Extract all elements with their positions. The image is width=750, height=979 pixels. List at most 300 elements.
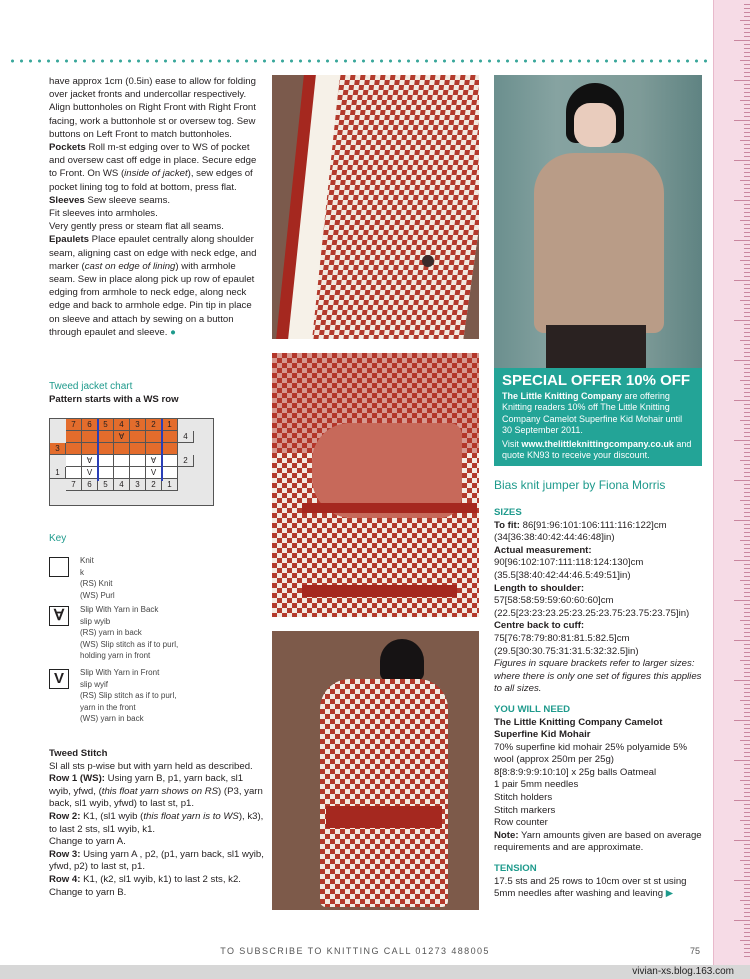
ruler-tick [744, 388, 750, 389]
ruler-tick [744, 96, 750, 97]
ruler-tick [744, 916, 750, 917]
ruler-tick [744, 36, 750, 37]
ruler-tick [744, 712, 750, 713]
ruler-tick [744, 52, 750, 53]
chart-col-label: 4 [114, 419, 130, 431]
ruler-tick [744, 412, 750, 413]
ruler-tick [744, 824, 750, 825]
end-bullet-icon: ● [170, 326, 176, 338]
ruler-tick [744, 708, 750, 709]
ruler-tick [744, 228, 750, 229]
ruler-tick [744, 208, 750, 209]
ruler-tick [744, 76, 750, 77]
ruler-tick [744, 808, 750, 809]
ruler-tick [744, 732, 750, 733]
chart-row-label: 4 [178, 431, 194, 443]
ruler-tick [744, 592, 750, 593]
ruler-tick [744, 816, 750, 817]
ruler-tick [744, 332, 750, 333]
chart-col-label: 5 [98, 479, 114, 491]
ruler-tick [744, 104, 750, 105]
slip-wyib-icon: ∀ [49, 606, 69, 626]
ruler-tick [744, 436, 750, 437]
ruler-tick [734, 80, 750, 81]
ruler-tick [744, 676, 750, 677]
ruler-tick [744, 292, 750, 293]
ruler-tick [744, 776, 750, 777]
ruler-tick [744, 484, 750, 485]
ruler-tick [744, 736, 750, 737]
ruler-tick [734, 600, 750, 601]
ruler-tick [744, 12, 750, 13]
chart-stitch [114, 467, 130, 479]
ruler-tick [734, 880, 750, 881]
ruler-tick [744, 612, 750, 613]
ruler-tick [740, 820, 750, 821]
ruler-tick [744, 888, 750, 889]
ruler-tick [744, 552, 750, 553]
continue-arrow-icon: ▶ [665, 888, 674, 900]
knit-symbol-icon [49, 557, 69, 577]
ruler-tick [744, 588, 750, 589]
chart-col-label: 3 [130, 479, 146, 491]
photo-collar-detail [272, 75, 479, 339]
ruler-tick [744, 476, 750, 477]
ruler-tick [744, 324, 750, 325]
chart-stitch [162, 467, 178, 479]
photo-pocket-detail [272, 353, 479, 617]
key-heading: Key [49, 533, 67, 544]
ruler-tick [744, 252, 750, 253]
chart-stitch [146, 443, 162, 455]
chart-stitch [82, 443, 98, 455]
chart-stitch [114, 443, 130, 455]
ruler-tick [744, 772, 750, 773]
ruler-tick [740, 780, 750, 781]
ruler-tick [734, 760, 750, 761]
ruler-tick [744, 456, 750, 457]
ruler-tick [734, 200, 750, 201]
ruler-tick [744, 404, 750, 405]
ruler-tick [744, 636, 750, 637]
chart-row-label: 2 [178, 455, 194, 467]
ruler-tick [744, 628, 750, 629]
ruler-tick [744, 428, 750, 429]
ruler-tick [740, 340, 750, 341]
ruler-tick [744, 44, 750, 45]
ruler-tick [744, 392, 750, 393]
tweed-stitch: Tweed Stitch Sl all sts p-wise but with yarn held as described. Row 1 (WS): Using yarn B, p1, yarn back, sl1 wyib, yfwd, (this float yarn shows on RS) (P3, yarn back, sl1 wyib, yfwd) to last st, p1. Row 2: K1, (sl1 wyib (this float yarn is to WS), k3), to last 2 sts, sl1 wyib, k1. Change to yarn A. Row 3: Using yarn A , p2, (p1, yarn back, sl1 wyib, yfwd, p2) to last st, p1. Row 4: K1, (k2, sl1 wyib, k1) to last 2 sts, k2. Change to yarn B. [49, 748, 264, 898]
ruler-tick [744, 904, 750, 905]
tweed-heading: Tweed Stitch [49, 748, 108, 759]
ruler-tick [744, 788, 750, 789]
ruler-tick [744, 568, 750, 569]
ruler-tick [744, 512, 750, 513]
ruler-tick [734, 640, 750, 641]
ruler-tick [744, 188, 750, 189]
chart-repeat-line [97, 419, 99, 481]
ruler-tick [734, 800, 750, 801]
special-offer-box: SPECIAL OFFER 10% OFF The Little Knitting Company are offering Knitting readers 10% off The Little Knitting Company Camelot Superfine Kid Mohair until 30 September 2011. Visit www.thelittleknittingcompany.co.uk and quote KN93 to receive your discount. [494, 368, 702, 466]
chart-col-label: 2 [146, 419, 162, 431]
ruler-tick [744, 532, 750, 533]
ruler-tick [744, 148, 750, 149]
ruler-tick [744, 116, 750, 117]
ruler-tick [744, 936, 750, 937]
chart-col-label: 7 [66, 479, 82, 491]
ruler-tick [744, 72, 750, 73]
ruler-tick [744, 272, 750, 273]
ruler-tick [744, 564, 750, 565]
chart-stitch [130, 455, 146, 467]
ruler-tick [744, 616, 750, 617]
ruler-tick [744, 852, 750, 853]
ruler-tick [744, 108, 750, 109]
ruler-tick [734, 920, 750, 921]
ruler-tick [734, 360, 750, 361]
chart-stitch [162, 443, 178, 455]
ruler-tick [744, 256, 750, 257]
ruler-tick [744, 492, 750, 493]
ruler-tick [744, 504, 750, 505]
ruler-tick [744, 668, 750, 669]
ruler-tick [744, 932, 750, 933]
ruler-tick [740, 500, 750, 501]
ruler-tick [744, 212, 750, 213]
ruler-tick [744, 348, 750, 349]
chart-stitch [66, 467, 82, 479]
ruler-tick [744, 672, 750, 673]
ruler-tick [744, 516, 750, 517]
ruler-tick [744, 948, 750, 949]
chart-col-label: 1 [162, 419, 178, 431]
slip-wyif-icon: V [49, 669, 69, 689]
chart-stitch: V [146, 467, 162, 479]
ruler-tick [744, 572, 750, 573]
ruler-tick [744, 556, 750, 557]
ruler-tick [744, 24, 750, 25]
ruler-tick [740, 140, 750, 141]
ruler-tick [744, 364, 750, 365]
ruler-tick [744, 724, 750, 725]
ruler-strip [713, 0, 750, 965]
ruler-tick [744, 352, 750, 353]
ruler-tick [744, 608, 750, 609]
ruler-tick [744, 472, 750, 473]
photo-jacket-back [272, 631, 479, 910]
ruler-tick [744, 416, 750, 417]
ruler-tick [740, 900, 750, 901]
chart-col-label: 3 [130, 419, 146, 431]
ruler-tick [744, 244, 750, 245]
chart-stitch [130, 467, 146, 479]
ruler-tick [744, 796, 750, 797]
ruler-tick [744, 316, 750, 317]
ruler-tick [744, 64, 750, 65]
ruler-tick [744, 644, 750, 645]
ruler-tick [744, 664, 750, 665]
ruler-tick [744, 236, 750, 237]
ruler-tick [744, 728, 750, 729]
ruler-tick [744, 804, 750, 805]
ruler-tick [744, 232, 750, 233]
ruler-tick [744, 704, 750, 705]
chart-stitch [130, 443, 146, 455]
ruler-tick [744, 912, 750, 913]
ruler-tick [744, 524, 750, 525]
ruler-tick [744, 652, 750, 653]
tweed-chart [49, 418, 214, 506]
ruler-tick [744, 784, 750, 785]
ruler-tick [740, 460, 750, 461]
ruler-tick [744, 548, 750, 549]
ruler-tick [744, 268, 750, 269]
ruler-tick [740, 420, 750, 421]
ruler-tick [740, 220, 750, 221]
ruler-tick [744, 384, 750, 385]
ruler-tick [744, 688, 750, 689]
ruler-tick [744, 204, 750, 205]
dotted-divider [8, 58, 708, 64]
ruler-tick [744, 396, 750, 397]
ruler-tick [744, 184, 750, 185]
ruler-tick [744, 844, 750, 845]
ruler-tick [744, 16, 750, 17]
offer-link[interactable]: www.thelittleknittingcompany.co.uk [521, 438, 674, 449]
ruler-tick [744, 444, 750, 445]
chart-row-label: 1 [50, 467, 66, 479]
ruler-tick [740, 260, 750, 261]
ruler-tick [744, 496, 750, 497]
para-pockets: Pockets Roll m-st edging over to WS of pocket and oversew cast off edge in place. Secure edge to Front. On WS (inside of jacket), sew edges of pocket lining tog to fold at bottom, press flat. [49, 142, 257, 193]
ruler-tick [744, 176, 750, 177]
ruler-tick [734, 440, 750, 441]
ruler-tick [744, 508, 750, 509]
ruler-tick [744, 884, 750, 885]
chart-stitch: V [82, 467, 98, 479]
chart-stitch [66, 455, 82, 467]
chart-col-label: 1 [162, 479, 178, 491]
ruler-tick [744, 344, 750, 345]
ruler-tick [744, 68, 750, 69]
ruler-tick [744, 696, 750, 697]
ruler-tick [744, 128, 750, 129]
chart-col-label: 6 [82, 479, 98, 491]
ruler-tick [740, 740, 750, 741]
chart-col-label: 4 [114, 479, 130, 491]
ruler-tick [744, 908, 750, 909]
ruler-tick [744, 856, 750, 857]
ruler-tick [744, 136, 750, 137]
ruler-tick [744, 216, 750, 217]
para-sleeves-b: Fit sleeves into armholes. [49, 208, 158, 220]
ruler-tick [744, 528, 750, 529]
ruler-tick [740, 860, 750, 861]
ruler-tick [744, 196, 750, 197]
ruler-tick [744, 812, 750, 813]
ruler-tick [744, 312, 750, 313]
ruler-tick [740, 60, 750, 61]
chart-stitch: ∀ [82, 455, 98, 467]
ruler-tick [744, 372, 750, 373]
ruler-tick [744, 488, 750, 489]
ruler-tick [744, 152, 750, 153]
ruler-tick [744, 84, 750, 85]
ruler-tick [734, 280, 750, 281]
ruler-tick [744, 376, 750, 377]
ruler-tick [744, 32, 750, 33]
ruler-tick [744, 248, 750, 249]
chart-stitch [162, 455, 178, 467]
ruler-tick [744, 448, 750, 449]
ruler-tick [744, 596, 750, 597]
chart-stitch [66, 443, 82, 455]
page-number: 75 [690, 946, 701, 956]
ruler-tick [744, 304, 750, 305]
ruler-tick [744, 924, 750, 925]
ruler-tick [744, 328, 750, 329]
ruler-tick [744, 576, 750, 577]
jumper-pattern: Bias knit jumper by Fiona Morris SIZES To fit: 86[91:96:101:106:111:116:122]cm (34[36:38:40:42:44:46:48]in) Actual measurement: 90[96:102:107:111:118:124:130]cm (35.5[38:40:42:44:46.5:49:51]in) Length to shoulder: 57[58:58:59:59:60:60:60]cm (22.5[23:23:23.25:23.25:23.75:23.75:23.75]in) Centre back to cuff: 75[76:78:79:80:81:81.5:82.5]cm (29.5[30:30.75:31:31.5:32:32.5]in) Figures in square brackets refer to larger sizes: where there is only one set of figures this applies to all sizes. YOU WILL NEED The Little Knitting Company Camelot Superfine Kid Mohair 70% superfine kid mohair 25% polyamide 5% wool (approx 250m per 25g) 8[8:8:9:9:9:10:10] x 25g balls Oatmeal 1 pair 5mm needles Stitch holders Stitch markers Row counter Note: Yarn amounts given are based on average requirements and are approximate. TENSION 17.5 sts and 25 rows to 10cm over st st using 5mm needles after washing and leaving ▶ [494, 478, 704, 901]
ruler-tick [740, 180, 750, 181]
ruler-tick [744, 92, 750, 93]
ruler-tick [744, 468, 750, 469]
chart-stitch [98, 467, 114, 479]
ruler-tick [744, 48, 750, 49]
para-intro: have approx 1cm (0.5in) ease to allow for folding over jacket fronts and undercollar respectively. Align buttonholes on Right Front with Right Front facing, work a buttonhole st or oversew tog. Sew buttons on Left Front to match buttonholes. [49, 76, 256, 140]
ruler-tick [744, 956, 750, 957]
ruler-tick [744, 764, 750, 765]
ruler-tick [744, 896, 750, 897]
chart-col-label: 2 [146, 479, 162, 491]
ruler-tick [744, 892, 750, 893]
ruler-tick [744, 872, 750, 873]
ruler-tick [744, 192, 750, 193]
ruler-tick [740, 940, 750, 941]
ruler-tick [734, 160, 750, 161]
ruler-tick [744, 864, 750, 865]
ruler-tick [744, 952, 750, 953]
ruler-tick [744, 928, 750, 929]
chart-stitch: ∀ [146, 455, 162, 467]
chart-repeat-line [161, 419, 163, 481]
chart-stitch [114, 455, 130, 467]
ruler-tick [744, 284, 750, 285]
ruler-tick [744, 836, 750, 837]
ruler-tick [740, 380, 750, 381]
para-epaulets: Epaulets Place epaulet centrally along shoulder seam, aligning cast on edge with neck edge, and marker (cast on edge of lining) with armhole seam. Sew in place along pick up row of epaulet edging from armhole to neck edge, along neck edge and back to armhole edge. Pin tip in place on sleeve and attach by sewing on a button through epaulet and sleeve. ● [49, 234, 257, 338]
ruler-tick [744, 768, 750, 769]
ruler-tick [744, 792, 750, 793]
ruler-tick [744, 944, 750, 945]
assembly-instructions [49, 75, 261, 339]
subscribe-footer: TO SUBSCRIBE TO KNITTING CALL 01273 488005 [220, 946, 490, 956]
ruler-tick [744, 744, 750, 745]
ruler-tick [740, 660, 750, 661]
chart-stitch [130, 431, 146, 443]
ruler-tick [744, 716, 750, 717]
ruler-tick [744, 164, 750, 165]
chart-stitch [98, 455, 114, 467]
ruler-tick [734, 560, 750, 561]
chart-col-label: 5 [98, 419, 114, 431]
photo-bias-jumper [494, 75, 702, 370]
ruler-tick [744, 756, 750, 757]
chart-col-label: 6 [82, 419, 98, 431]
site-watermark: vivian-xs.blog.163.com [632, 966, 734, 977]
ruler-tick [734, 120, 750, 121]
para-sleeves: Sleeves Sew sleeve seams. [49, 194, 171, 206]
chart-row-label: 3 [50, 443, 66, 455]
ruler-tick [734, 480, 750, 481]
ruler-tick [740, 620, 750, 621]
ruler-tick [744, 584, 750, 585]
ruler-tick [744, 684, 750, 685]
ruler-tick [744, 356, 750, 357]
ruler-tick [744, 752, 750, 753]
chart-col-label: 7 [66, 419, 82, 431]
ruler-tick [734, 240, 750, 241]
ruler-tick [744, 168, 750, 169]
ruler-tick [744, 452, 750, 453]
chart-stitch: ∀ [114, 431, 130, 443]
offer-text: The Little Knitting Company are offering Knitting readers 10% off The Little Knitting Company Camelot Superfine Kid Mohair until 30 September 2011. [502, 391, 683, 436]
ruler-tick [744, 224, 750, 225]
ruler-tick [744, 604, 750, 605]
ruler-tick [744, 288, 750, 289]
ruler-tick [734, 520, 750, 521]
ruler-tick [744, 868, 750, 869]
chart-stitch [82, 431, 98, 443]
pattern-title: Bias knit jumper by Fiona Morris [494, 478, 666, 492]
ruler-tick [734, 40, 750, 41]
ruler-tick [744, 132, 750, 133]
ruler-tick [744, 172, 750, 173]
ruler-tick [744, 28, 750, 29]
ruler-tick [744, 308, 750, 309]
ruler-tick [744, 124, 750, 125]
chart-title: Tweed jacket chart [49, 381, 133, 392]
ruler-tick [744, 832, 750, 833]
ruler-tick [744, 4, 750, 5]
chart-stitch [66, 431, 82, 443]
ruler-tick [744, 336, 750, 337]
ruler-tick [744, 296, 750, 297]
chart-stitch [146, 431, 162, 443]
ruler-tick [744, 848, 750, 849]
ruler-tick [744, 828, 750, 829]
chart-stitch [162, 431, 178, 443]
ruler-tick [740, 100, 750, 101]
ruler-tick [744, 692, 750, 693]
offer-heading: SPECIAL OFFER 10% OFF [502, 372, 691, 389]
ruler-tick [744, 624, 750, 625]
ruler-tick [734, 320, 750, 321]
ruler-tick [740, 20, 750, 21]
ruler-tick [734, 720, 750, 721]
ruler-tick [744, 144, 750, 145]
ruler-tick [744, 368, 750, 369]
chart-subtitle: Pattern starts with a WS row [49, 394, 179, 405]
ruler-tick [740, 540, 750, 541]
para-sleeves-c: Very gently press or steam flat all seams. [49, 221, 224, 233]
ruler-tick [744, 408, 750, 409]
ruler-tick [734, 840, 750, 841]
ruler-tick [740, 700, 750, 701]
ruler-tick [744, 156, 750, 157]
chart-stitch [98, 431, 114, 443]
ruler-tick [744, 876, 750, 877]
